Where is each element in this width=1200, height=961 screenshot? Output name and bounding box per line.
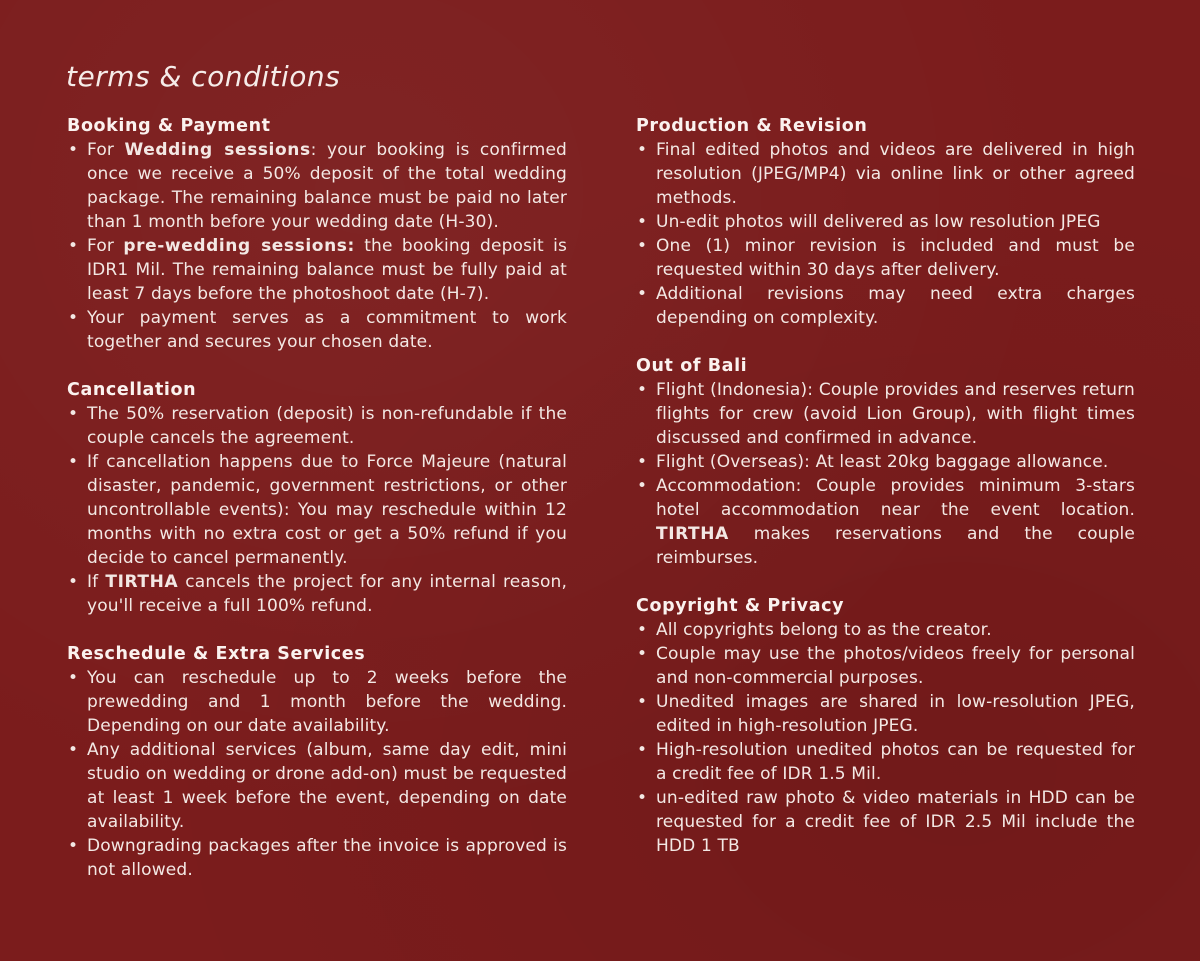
list-item [636,786,1135,858]
item-text: Couple may use the photos/videos freely for personal and non-commercial purposes. [656,644,1135,688]
bullet-list [636,378,1135,570]
item-text: The 50% reservation (deposit) is non-refundable if the couple cancels the agreement. [87,404,567,448]
section-heading: Reschedule & Extra Services [67,644,366,664]
bold-text: pre-wedding sessions: [123,236,355,256]
list-item [67,666,567,738]
bullet-list [67,402,567,618]
list-item [67,234,567,306]
item-text: Un-edit photos will delivered as low resolution JPEG [656,212,1101,232]
item-text: Flight (Indonesia): Couple provides and reserves return flights for crew (avoid Lion Group), with flight times discussed and confirmed in advance. [656,380,1135,448]
list-item [636,618,1135,642]
item-text: For [87,236,124,256]
section-cancellation [67,378,567,618]
list-item [636,738,1135,786]
section-copyright-and-privacy [636,594,1135,858]
item-text: Additional revisions may need extra charges depending on complexity. [656,284,1135,328]
bullet-list [636,138,1135,330]
section-heading: Production & Revision [636,116,868,136]
section-heading: Out of Bali [636,356,748,376]
list-item [636,210,1135,234]
list-item [67,450,567,570]
bullet-list [67,138,567,354]
list-item [67,834,567,882]
bold-text: TIRTHA [656,524,729,544]
list-item [67,402,567,450]
item-text: Flight (Overseas): At least 20kg baggage allowance. [656,452,1109,472]
page-title: terms & conditions [66,60,341,93]
list-item [636,474,1135,570]
left-column [67,114,567,882]
item-text: High-resolution unedited photos can be requested for a credit fee of IDR 1.5 Mil. [656,740,1135,784]
section-reschedule-and-extra-services [67,642,567,882]
item-text: the booking deposit is IDR1 Mil. The remaining balance must be fully paid at least 7 days before the photoshoot date (H-7). [87,236,567,304]
right-column [636,114,1135,858]
item-text: You can reschedule up to 2 weeks before the prewedding and 1 month before the wedding. Depending on our date availability. [87,668,567,736]
item-text: makes reservations and the couple reimburses. [656,524,1135,568]
item-text: Downgrading packages after the invoice is approved is not allowed. [87,836,567,880]
list-item [67,138,567,234]
section-booking-and-payment [67,114,567,354]
item-text: Your payment serves as a commitment to work together and secures your chosen date. [87,308,567,352]
bullet-list [636,618,1135,858]
list-item [636,138,1135,210]
section-heading: Cancellation [67,380,197,400]
list-item [636,378,1135,450]
list-item [67,738,567,834]
item-text: Unedited images are shared in low-resolution JPEG, edited in high-resolution JPEG. [656,692,1135,736]
item-text: One (1) minor revision is included and must be requested within 30 days after delivery. [656,236,1135,280]
list-item [67,570,567,618]
item-text: Final edited photos and videos are delivered in high resolution (JPEG/MP4) via online link or other agreed methods. [656,140,1135,208]
item-text: Accommodation: Couple provides minimum 3-stars hotel accommodation near the event location. [656,476,1135,520]
list-item [636,234,1135,282]
item-text: All copyrights belong to as the creator. [656,620,992,640]
bullet-list [67,666,567,882]
list-item [636,642,1135,690]
item-text: If [87,572,106,592]
section-heading: Booking & Payment [67,116,271,136]
list-item [67,306,567,354]
list-item [636,282,1135,330]
bold-text: Wedding sessions [124,140,311,160]
item-text: For [87,140,125,160]
list-item [636,690,1135,738]
list-item [636,450,1135,474]
section-out-of-bali [636,354,1135,570]
item-text: cancels the project for any internal reason, you'll receive a full 100% refund. [87,572,567,616]
item-text: If cancellation happens due to Force Majeure (natural disaster, pandemic, government restrictions, or other uncontrollable events): You may reschedule within 12 months with no extra cost or get a 50% refund if you decide to cancel permanently. [87,452,567,568]
bold-text: TIRTHA [105,572,179,592]
item-text: Any additional services (album, same day edit, mini studio on wedding or drone add-on) must be requested at least 1 week before the event, depending on date availability. [87,740,567,832]
item-text: un-edited raw photo & video materials in HDD can be requested for a credit fee of IDR 2.5 Mil include the HDD 1 TB [656,788,1135,856]
section-production-and-revision [636,114,1135,330]
item-text: : your booking is confirmed once we receive a 50% deposit of the total wedding package. The remaining balance must be paid no later than 1 month before your wedding date (H-30). [87,140,568,232]
section-heading: Copyright & Privacy [636,596,845,616]
